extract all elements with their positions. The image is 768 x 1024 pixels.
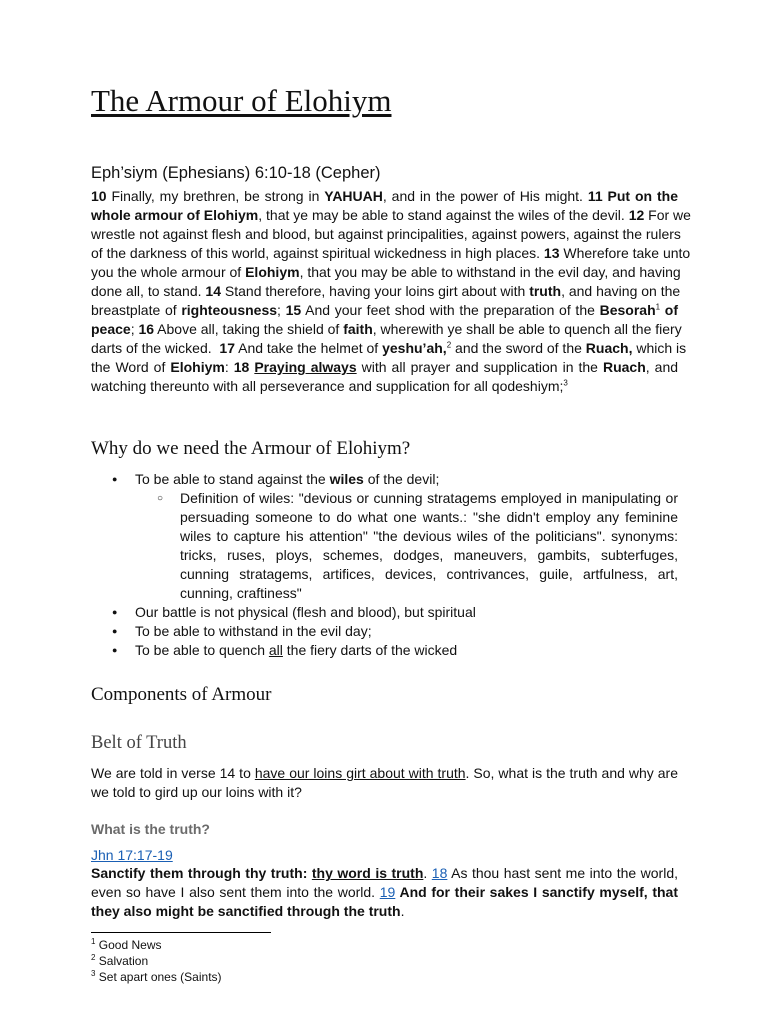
passage-text: , that ye may be able to stand against the wiles of the devil.: [258, 207, 629, 223]
reasons-list: [91, 470, 678, 660]
passage-text: And your feet shod with the preparation of the: [301, 302, 600, 318]
passage-text: Above all, taking the shield of: [154, 321, 344, 337]
passage-line: [91, 206, 691, 225]
passage-bold-underlined: Praying always: [254, 359, 357, 375]
passage-text: , wherewith ye shall be able to quench all the fiery: [372, 321, 682, 337]
footnote-number: 1: [91, 937, 96, 946]
verse-number: 16: [138, 321, 155, 337]
list-item: [91, 470, 678, 603]
passage-text: , and having on the: [561, 283, 681, 299]
footnote-ref[interactable]: 2: [446, 340, 452, 350]
passage-text: .: [423, 865, 432, 881]
list-item: ● To be able to withstand in the evil day;: [91, 622, 678, 641]
section-heading-components: Components of Armour: [91, 684, 272, 705]
sub-list-item: ○ Definition of wiles: "devious or cunning stratagems employed in manipulating or persuading someone to do what one wants.: "she didn't employ any feminine wiles to capture his attention" "the devious wiles of the politicians". synonyms: tricks, ruses, ploys, schemes, dodges, maneuvers, gambits, subterfuges, cunning stratagems, artifices, devices, contrivances, guile, artfulness, art, cunning, craftiness": [135, 489, 678, 603]
paragraph-text: . So, what is the truth and why are we told to gird up our loins with it?: [91, 765, 678, 800]
passage-text: ;: [277, 302, 286, 318]
passage-bold: YAHUAH: [324, 188, 383, 204]
passage-bold-underlined: thy word is truth: [311, 865, 424, 881]
footnote-ref[interactable]: 1: [655, 302, 661, 312]
list-item-bold: wiles: [329, 471, 364, 487]
reference-line: [91, 846, 678, 865]
passage-bold: yeshu’ah,: [382, 340, 447, 356]
passage-text: And take the helmet of: [234, 340, 383, 356]
page-title: The Armour of Elohiym: [91, 83, 392, 118]
passage-line: [91, 225, 681, 244]
verse-number: 15: [285, 302, 302, 318]
passage-line: [91, 358, 678, 377]
list-item-text: the fiery darts of the wicked: [282, 642, 458, 658]
passage-line: [91, 320, 682, 339]
verse-link[interactable]: 18: [431, 865, 448, 881]
passage-line: [91, 377, 678, 396]
passage-text: Stand therefore, having your loins girt about with: [221, 283, 530, 299]
verse-link[interactable]: 19: [379, 884, 396, 900]
sub-list: [135, 489, 678, 603]
footnote-divider: [91, 932, 271, 933]
passage-line: [91, 282, 681, 301]
passage-text: , that you may be able to withstand in the evil day, and having: [299, 264, 681, 280]
paragraph-underlined: have our loins girt about with truth: [254, 765, 466, 781]
list-item: ● Our battle is not physical (flesh and blood), but spiritual: [91, 603, 678, 622]
passage-line: [91, 244, 691, 263]
passage-text: of the darkness of this world, against spiritual wickedness in high places.: [91, 245, 544, 261]
passage-text: done all, to stand.: [91, 283, 206, 299]
passage-text: which is: [632, 340, 687, 356]
passage-text: Wherefore take unto: [559, 245, 691, 261]
passage-bold: Elohiym: [245, 264, 300, 280]
passage-bold: truth: [529, 283, 562, 299]
footnote: [91, 937, 222, 953]
passage-bold: And for their sakes I sanctify myself, that they also might be sanctified through the truth: [91, 884, 679, 919]
verse-number: 17: [219, 340, 235, 356]
footnote-text: Set apart ones (Saints): [95, 970, 222, 984]
scripture-passage: [91, 187, 691, 396]
passage-text: , and in the power of His might.: [382, 188, 588, 204]
verse-number: 14: [205, 283, 221, 299]
list-item-text: To be able to stand against the: [135, 471, 330, 487]
footnote-number: 2: [91, 953, 96, 962]
passage-text: ;: [130, 321, 139, 337]
passage-bold: faith: [343, 321, 373, 337]
paragraph-text: We are told in verse 14 to: [91, 765, 255, 781]
passage-text: watching thereunto with all perseverance and supplication for all qodeshiym;: [91, 378, 564, 394]
passage-line: [91, 339, 687, 358]
passage-bold: Ruach,: [585, 340, 633, 356]
passage-text: breastplate of: [91, 302, 182, 318]
verse-number: 18: [233, 359, 250, 375]
list-item: [91, 641, 678, 660]
passage-bold: of: [660, 302, 678, 318]
passage-text: and the sword of the: [451, 340, 586, 356]
footnote-text: Salvation: [95, 954, 149, 968]
scripture-reference-link[interactable]: Jhn 17:17-19: [91, 847, 173, 863]
belt-paragraph: [91, 764, 678, 802]
verse-number: 10: [91, 188, 107, 204]
list-item-text: of the devil;: [363, 471, 440, 487]
verse-number: 12: [628, 207, 645, 223]
passage-line: [91, 187, 678, 206]
passage-text: darts of the wicked.: [91, 340, 220, 356]
passage-bold: whole armour of Elohiym: [91, 207, 259, 223]
passage-bold: peace: [91, 321, 131, 337]
footnote-ref[interactable]: 3: [563, 378, 568, 388]
passage-bold: Ruach: [602, 359, 646, 375]
verse-number: 11 Put on the: [587, 188, 679, 204]
list-item-text: To be able to quench: [135, 642, 269, 658]
passage-text: As thou hast sent me into the world, even so have I also sent them into the world.: [91, 865, 679, 900]
passage-text: .: [400, 903, 405, 919]
verse-number: 13: [543, 245, 560, 261]
passage-text: Finally, my brethren, be strong in: [106, 188, 325, 204]
section-heading-belt: Belt of Truth: [91, 733, 187, 753]
scripture-heading: Eph’siym (Ephesians) 6:10-18 (Cepher): [91, 164, 381, 182]
footnotes: [91, 937, 222, 985]
section-heading-what-truth: What is the truth?: [91, 821, 210, 837]
footnote-text: Good News: [95, 938, 162, 952]
footnote: [91, 969, 222, 985]
passage-bold: Sanctify them through thy truth:: [91, 865, 312, 881]
passage-text: you the whole armour of: [91, 264, 246, 280]
footnote: [91, 953, 222, 969]
passage-text: For we: [644, 207, 691, 223]
footnote-number: 3: [91, 969, 96, 978]
passage-bold: Besorah: [599, 302, 656, 318]
passage-bold: righteousness: [181, 302, 278, 318]
passage-text: the Word of: [91, 359, 171, 375]
passage-bold: Elohiym: [170, 359, 225, 375]
list-item-underlined: all: [268, 642, 283, 658]
passage-text: wrestle not against flesh and blood, but against principalities, against powers, against the rulers: [91, 226, 681, 242]
passage-text: :: [224, 359, 234, 375]
passage-text: with all prayer and supplication in the: [356, 359, 603, 375]
passage-line: [91, 301, 678, 320]
section-heading-why: Why do we need the Armour of Elohiym?: [91, 438, 411, 459]
passage-text: , and: [645, 359, 679, 375]
passage-line: [91, 263, 681, 282]
truth-passage: [91, 864, 678, 921]
